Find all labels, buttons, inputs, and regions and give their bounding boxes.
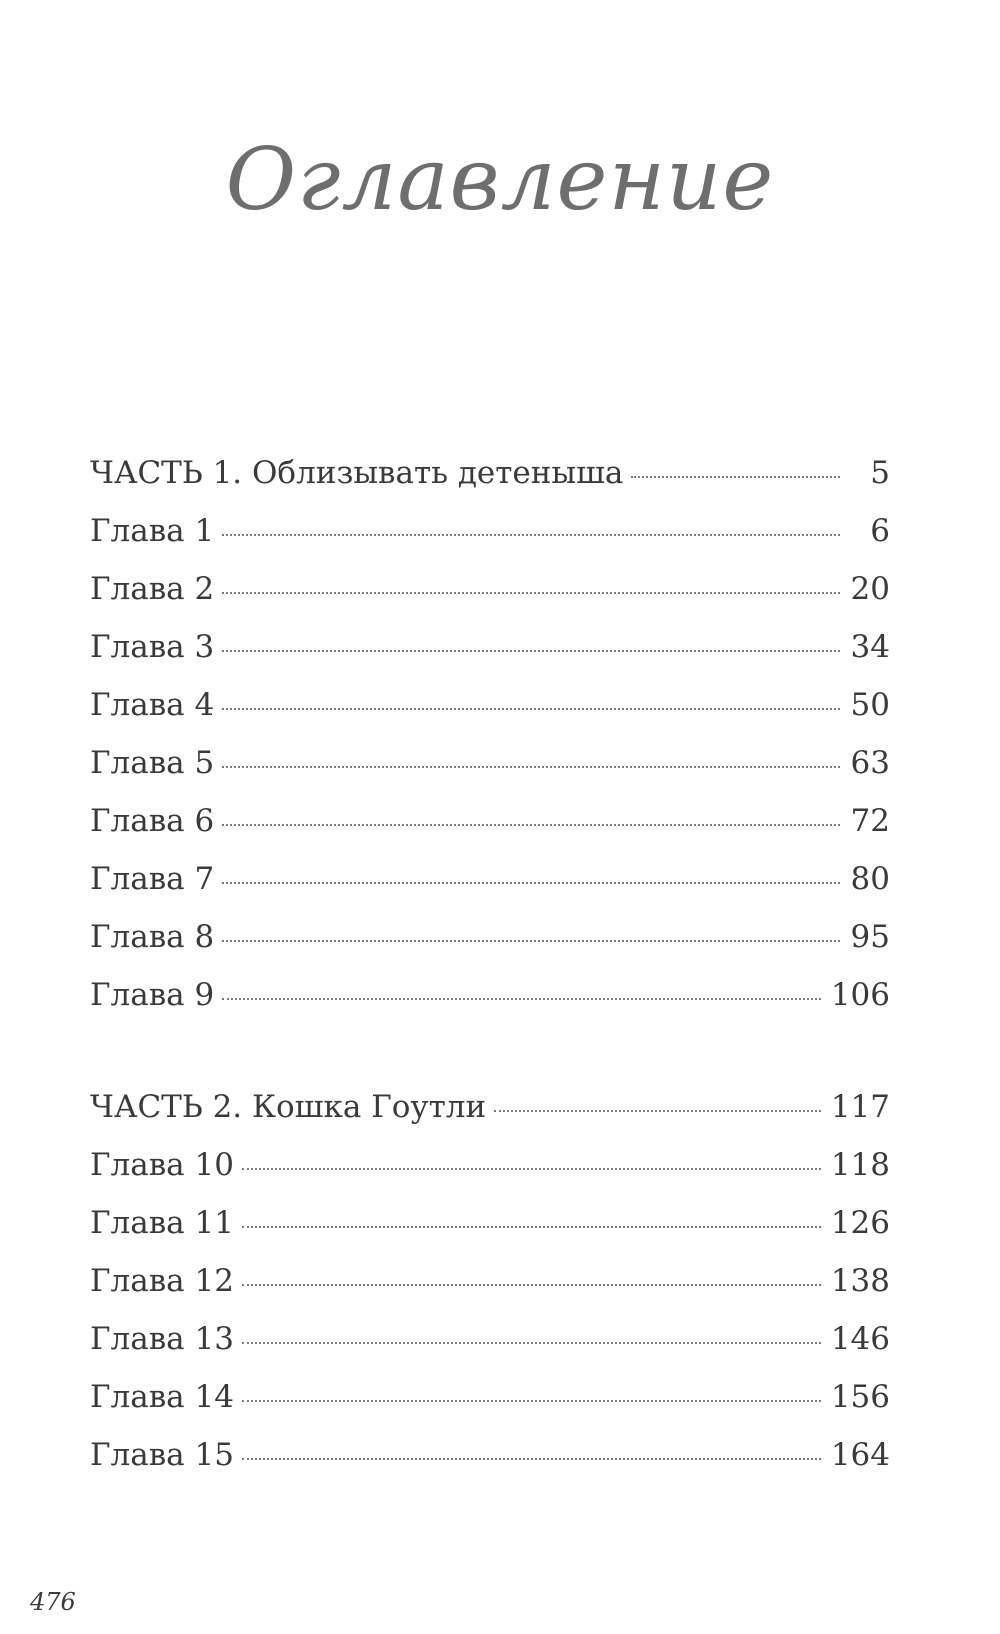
table-of-contents [90, 455, 890, 1495]
toc-entry-page: 34 [850, 629, 890, 665]
toc-entry-chapter-11 [90, 1205, 890, 1263]
toc-entry-chapter-6 [90, 803, 890, 861]
toc-part-1 [90, 455, 890, 1035]
toc-entry-label: Глава 7 [90, 861, 215, 897]
toc-entry-chapter-3 [90, 629, 890, 687]
dot-leader [242, 1284, 821, 1286]
toc-entry-label: Глава 13 [90, 1321, 234, 1357]
toc-entry-label: Глава 1 [90, 513, 215, 549]
toc-entry-page: 63 [850, 745, 890, 781]
page-title: Оглавление [225, 130, 775, 230]
toc-entry-label: Глава 4 [90, 687, 215, 723]
dot-leader [222, 824, 840, 826]
toc-entry-label: Глава 6 [90, 803, 215, 839]
toc-entry-label: Глава 9 [90, 977, 215, 1013]
dot-leader [222, 708, 840, 710]
toc-entry-chapter-14 [90, 1379, 890, 1437]
toc-entry-page: 138 [830, 1263, 890, 1299]
toc-entry-chapter-7 [90, 861, 890, 919]
dot-leader [242, 1458, 821, 1460]
toc-entry-page: 80 [850, 861, 890, 897]
toc-entry-page: 106 [830, 977, 890, 1013]
toc-entry-page: 156 [830, 1379, 890, 1415]
page-number: 476 [30, 1588, 76, 1616]
toc-entry-chapter-9 [90, 977, 890, 1035]
toc-entry-part-1 [90, 455, 890, 513]
toc-entry-label: Глава 8 [90, 919, 215, 955]
toc-entry-page: 20 [850, 571, 890, 607]
dot-leader [222, 766, 840, 768]
dot-leader [242, 1342, 821, 1344]
toc-entry-part-2 [90, 1089, 890, 1147]
dot-leader [494, 1110, 821, 1112]
toc-entry-chapter-2 [90, 571, 890, 629]
toc-entry-label: Глава 11 [90, 1205, 234, 1241]
toc-entry-chapter-1 [90, 513, 890, 571]
toc-entry-page: 5 [870, 455, 890, 491]
dot-leader [222, 998, 821, 1000]
dot-leader [242, 1168, 821, 1170]
toc-entry-label: Глава 10 [90, 1147, 234, 1183]
dot-leader [242, 1400, 821, 1402]
toc-entry-page: 117 [830, 1089, 890, 1125]
dot-leader [222, 650, 840, 652]
dot-leader [242, 1226, 821, 1228]
toc-entry-page: 146 [830, 1321, 890, 1357]
toc-entry-page: 164 [830, 1437, 890, 1473]
toc-entry-label: Глава 12 [90, 1263, 234, 1299]
toc-entry-chapter-12 [90, 1263, 890, 1321]
toc-entry-label: Глава 3 [90, 629, 215, 665]
toc-entry-label: Глава 5 [90, 745, 215, 781]
toc-entry-page: 126 [830, 1205, 890, 1241]
dot-leader [222, 534, 840, 536]
toc-entry-chapter-8 [90, 919, 890, 977]
toc-entry-page: 118 [830, 1147, 890, 1183]
dot-leader [631, 476, 840, 478]
toc-entry-label: ЧАСТЬ 1. Облизывать детеныша [90, 455, 624, 491]
dot-leader [222, 592, 840, 594]
toc-entry-label: Глава 2 [90, 571, 215, 607]
toc-entry-page: 72 [850, 803, 890, 839]
dot-leader [222, 882, 840, 884]
toc-entry-chapter-4 [90, 687, 890, 745]
dot-leader [222, 940, 840, 942]
toc-part-2 [90, 1089, 890, 1495]
toc-entry-page: 95 [850, 919, 890, 955]
toc-entry-chapter-10 [90, 1147, 890, 1205]
toc-entry-label: Глава 15 [90, 1437, 234, 1473]
toc-entry-chapter-15 [90, 1437, 890, 1495]
toc-entry-page: 6 [870, 513, 890, 549]
toc-entry-label: Глава 14 [90, 1379, 234, 1415]
toc-entry-chapter-13 [90, 1321, 890, 1379]
toc-entry-label: ЧАСТЬ 2. Кошка Гоутли [90, 1089, 487, 1125]
toc-entry-page: 50 [850, 687, 890, 723]
toc-entry-chapter-5 [90, 745, 890, 803]
